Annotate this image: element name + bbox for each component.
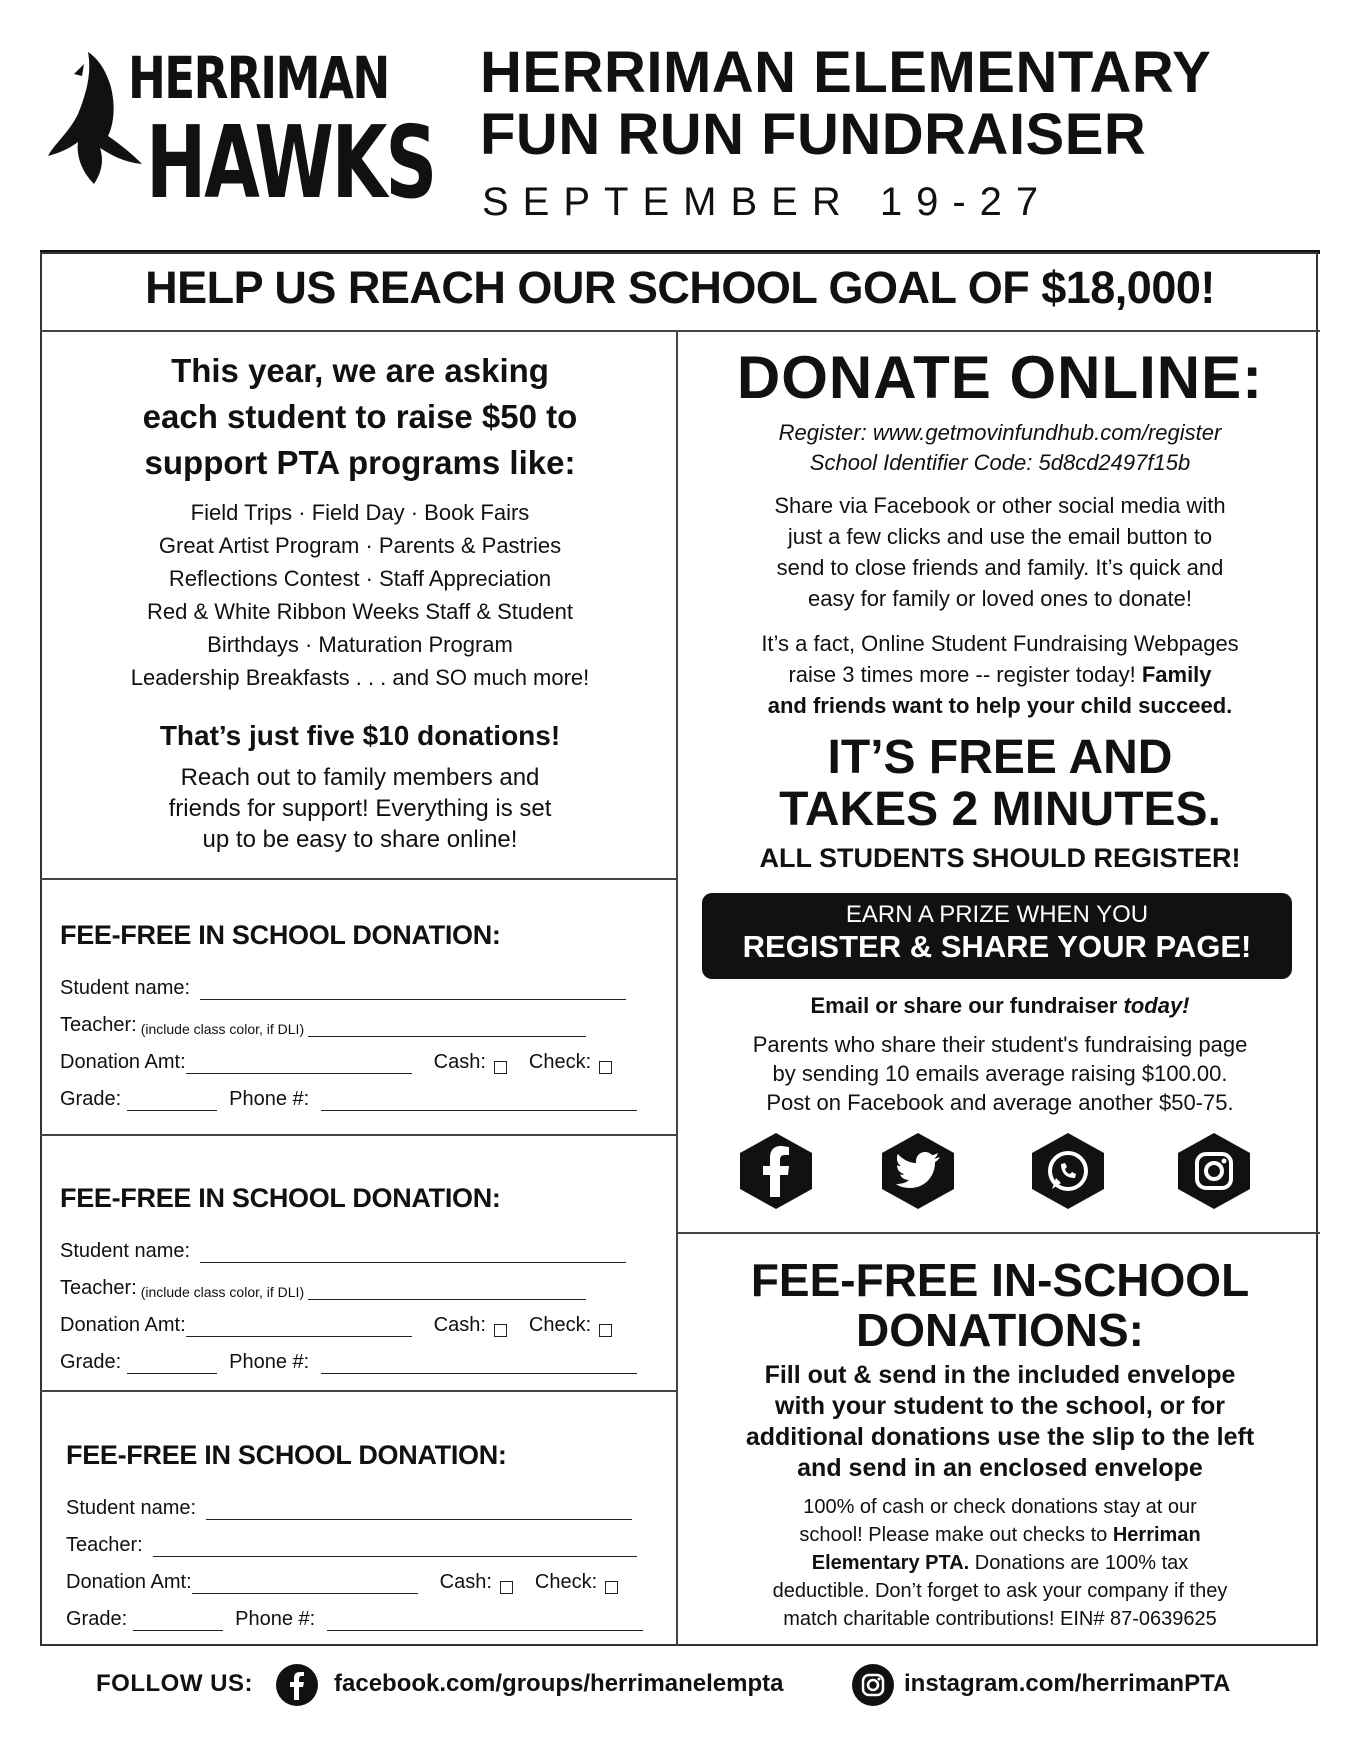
slip-title: FEE-FREE IN SCHOOL DONATION: — [60, 920, 501, 950]
parents-line: by sending 10 emails average raising $100.00. — [772, 1061, 1228, 1086]
teacher-field[interactable] — [153, 1536, 637, 1557]
tax-line-bold: Elementary PTA. — [811, 1552, 970, 1574]
teacher-field[interactable] — [308, 1016, 586, 1037]
divider — [40, 330, 1320, 332]
donation-amount-field[interactable] — [192, 1573, 418, 1594]
fact-line — [690, 659, 1310, 690]
donation-slip — [66, 1440, 666, 1631]
tax-line: match charitable contributions! EIN# 87-0639625 — [783, 1608, 1217, 1630]
teacher-note: (include class color, if DLI) — [140, 1284, 305, 1300]
prize-line-bold: REGISTER & SHARE YOUR PAGE! — [742, 929, 1252, 964]
instagram-icon[interactable] — [1174, 1131, 1254, 1211]
phone-field[interactable] — [321, 1353, 637, 1374]
free-heading — [680, 732, 1320, 836]
donation-amount-field[interactable] — [186, 1053, 412, 1074]
page-title-line2: FUN RUN FUNDRAISER — [480, 102, 1147, 167]
program-line: Great Artist Program · Parents & Pastries — [158, 533, 562, 558]
register-link[interactable]: Register: www.getmovinfundhub.com/register — [778, 420, 1222, 445]
instruction-line: additional donations use the slip to the left — [745, 1423, 1255, 1451]
fact-line-text: raise 3 times more -- register today! — [788, 662, 1136, 687]
donation-amount-label: Donation Amt: — [60, 1051, 186, 1073]
parents-line: Parents who share their student's fundraising page — [752, 1032, 1248, 1057]
check-label: Check: — [534, 1571, 598, 1593]
tax-line-text: school! Please make out checks to — [799, 1524, 1108, 1546]
divider — [40, 1390, 676, 1392]
instagram-icon[interactable] — [852, 1664, 894, 1706]
donation-amount-label: Donation Amt: — [60, 1314, 186, 1336]
facebook-link[interactable]: facebook.com/groups/herrimanelempta — [334, 1670, 784, 1697]
instruction-line: Fill out & send in the included envelope — [764, 1361, 1236, 1389]
phone-label: Phone #: — [235, 1608, 316, 1630]
email-share-text: Email or share our fundraiser — [810, 993, 1118, 1018]
ask-line: each student to raise $50 to — [142, 398, 578, 435]
cash-checkbox[interactable] — [500, 1581, 513, 1594]
donation-amount-field[interactable] — [186, 1316, 412, 1337]
tax-line — [690, 1549, 1310, 1577]
school-code: School Identifier Code: 5d8cd2497f15b — [809, 450, 1191, 475]
tax-line-bold: Herriman — [1112, 1524, 1201, 1546]
tax-line-text: Donations are 100% tax — [969, 1552, 1189, 1574]
program-line: Leadership Breakfasts . . . and SO much more! — [130, 665, 590, 690]
cash-checkbox[interactable] — [494, 1061, 507, 1074]
cash-checkbox[interactable] — [494, 1324, 507, 1337]
five-donations-heading: That’s just five $10 donations! — [159, 720, 561, 751]
phone-label: Phone #: — [229, 1088, 310, 1110]
donation-slip — [60, 1183, 660, 1374]
student-name-label: Student name: — [66, 1497, 197, 1519]
program-line: Birthdays · Maturation Program — [207, 632, 513, 657]
student-name-field[interactable] — [206, 1499, 632, 1520]
facebook-icon[interactable] — [736, 1131, 816, 1211]
page-title-line1: HERRIMAN ELEMENTARY — [480, 40, 1212, 105]
fact-line-bold: Family — [1141, 662, 1212, 687]
fill-out-instructions — [690, 1360, 1310, 1484]
facebook-icon[interactable] — [276, 1664, 318, 1706]
prize-line: EARN A PRIZE WHEN YOU — [845, 901, 1149, 928]
all-register-text: ALL STUDENTS SHOULD REGISTER! — [759, 843, 1241, 873]
program-line: Reflections Contest · Staff Appreciation — [168, 566, 552, 591]
fact-line: It’s a fact, Online Student Fundraising Webpages — [761, 631, 1239, 656]
student-name-field[interactable] — [200, 1242, 626, 1263]
cash-label: Cash: — [439, 1571, 492, 1593]
school-logo — [48, 44, 436, 234]
heading-line: DONATIONS: — [856, 1304, 1144, 1356]
prize-banner — [702, 893, 1292, 979]
teacher-note: (include class color, if DLI) — [140, 1021, 305, 1037]
logo-text-hawks: HAWKS — [146, 104, 436, 221]
grade-field[interactable] — [127, 1353, 217, 1374]
phone-label: Phone #: — [229, 1351, 310, 1373]
donation-amount-label: Donation Amt: — [66, 1571, 192, 1593]
cash-label: Cash: — [433, 1051, 486, 1073]
fact-line-bold: and friends want to help your child succeed. — [767, 693, 1233, 718]
instruction-line: and send in an enclosed envelope — [797, 1454, 1203, 1482]
grade-field[interactable] — [127, 1090, 217, 1111]
grade-label: Grade: — [60, 1351, 122, 1373]
donate-online-heading: DONATE ONLINE: — [736, 344, 1264, 411]
instruction-line: with your student to the school, or for — [775, 1392, 1225, 1420]
instagram-link[interactable]: instagram.com/herrimanPTA — [904, 1670, 1231, 1697]
goal-banner: HELP US REACH OUR SCHOOL GOAL OF $18,000! — [145, 262, 1215, 313]
check-checkbox[interactable] — [599, 1061, 612, 1074]
registration-info — [680, 418, 1320, 478]
student-name-field[interactable] — [200, 979, 626, 1000]
share-line: Share via Facebook or other social media with — [774, 493, 1226, 518]
tax-line: deductible. Don’t forget to ask your company if they — [772, 1580, 1228, 1602]
share-line: just a few clicks and use the email button to — [787, 524, 1213, 549]
ask-line: support PTA programs like: — [144, 444, 576, 481]
reach-line: up to be easy to share online! — [202, 826, 518, 853]
check-label: Check: — [528, 1051, 592, 1073]
grade-field[interactable] — [133, 1610, 223, 1631]
ask-line: This year, we are asking — [171, 352, 549, 389]
reach-line: friends for support! Everything is set — [168, 795, 552, 822]
cash-label: Cash: — [433, 1314, 486, 1336]
parents-text — [690, 1030, 1310, 1117]
event-dates: SEPTEMBER 19-27 — [482, 180, 1053, 224]
check-checkbox[interactable] — [605, 1581, 618, 1594]
share-text — [700, 490, 1300, 614]
teacher-label: Teacher: — [66, 1534, 143, 1556]
teacher-label: Teacher: — [60, 1014, 137, 1036]
fact-text — [690, 628, 1310, 721]
student-name-label: Student name: — [60, 1240, 191, 1262]
check-checkbox[interactable] — [599, 1324, 612, 1337]
tax-info — [690, 1493, 1310, 1633]
share-line: easy for family or loved ones to donate! — [808, 586, 1192, 611]
donation-slip — [60, 920, 660, 1111]
tax-line — [690, 1521, 1310, 1549]
in-school-donations-heading — [680, 1255, 1320, 1355]
follow-us-label: FOLLOW US: — [96, 1670, 253, 1697]
program-list — [60, 496, 660, 694]
grade-label: Grade: — [66, 1608, 128, 1630]
email-share-today: today! — [1123, 993, 1190, 1018]
heading-line: FEE-FREE IN-SCHOOL — [750, 1254, 1250, 1306]
fundraising-ask — [60, 348, 660, 486]
phone-field[interactable] — [321, 1090, 637, 1111]
column-divider — [676, 330, 678, 1646]
parents-line: Post on Facebook and average another $50-75. — [766, 1090, 1234, 1115]
program-line: Field Trips · Field Day · Book Fairs — [190, 500, 530, 525]
teacher-label: Teacher: — [60, 1277, 137, 1299]
phone-field[interactable] — [327, 1610, 643, 1631]
divider — [676, 1232, 1320, 1234]
twitter-icon[interactable] — [878, 1131, 958, 1211]
logo-text-herriman: HERRIMAN — [128, 44, 389, 112]
teacher-field[interactable] — [308, 1279, 586, 1300]
divider — [40, 1134, 676, 1136]
email-share-heading — [680, 993, 1320, 1019]
tax-line: 100% of cash or check donations stay at our — [803, 1496, 1197, 1518]
check-label: Check: — [528, 1314, 592, 1336]
whatsapp-icon[interactable] — [1028, 1131, 1108, 1211]
share-line: send to close friends and family. It’s quick and — [776, 555, 1224, 580]
program-line: Red & White Ribbon Weeks Staff & Student — [147, 599, 573, 624]
reach-line: Reach out to family members and — [180, 764, 540, 791]
free-line: IT’S FREE AND — [827, 731, 1173, 784]
slip-title: FEE-FREE IN SCHOOL DONATION: — [60, 1183, 501, 1213]
grade-label: Grade: — [60, 1088, 122, 1110]
divider — [40, 878, 676, 880]
free-line: TAKES 2 MINUTES. — [779, 783, 1221, 836]
slip-title: FEE-FREE IN SCHOOL DONATION: — [66, 1440, 507, 1470]
student-name-label: Student name: — [60, 977, 191, 999]
reach-out-text — [80, 762, 640, 855]
